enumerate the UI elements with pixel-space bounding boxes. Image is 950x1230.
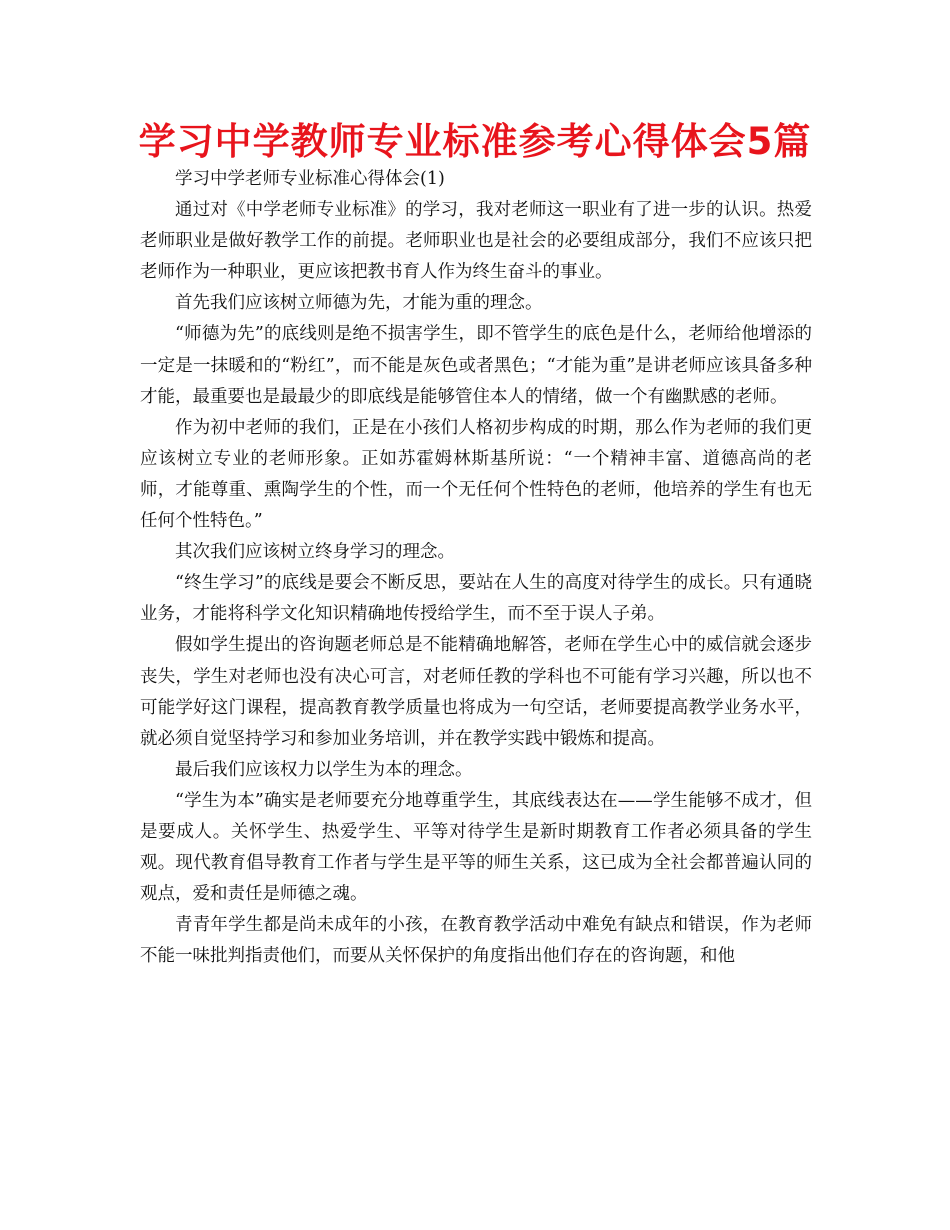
section-heading: 学习中学老师专业标准心得体会(1)	[175, 169, 445, 189]
paragraph: 作为初中老师的我们，正是在小孩们人格初步构成的时期，那么作为老师的我们更应该树立专业的老师形象。正如苏霍姆林斯基所说：“一个精神丰富、道德高尚的老师，才能尊重、熏陶学生的个性，而一个无任何个性特色的老师，他培养的学生有也无任何个性特色。”	[140, 417, 812, 532]
paragraph: 首先我们应该树立师德为先，才能为重的理念。	[175, 293, 543, 314]
paragraph: “学生为本”确实是老师要充分地尊重学生，其底线表达在——学生能够不成才，但是要成人。关怀学生、热爱学生、平等对待学生是新时期教育工作者必须具备的学生观。现代教育倡导教育工作者与学生是平等的师生关系，这已成为全社会都普遍认同的观点，爱和责任是师德之魂。	[140, 790, 812, 905]
paragraph: “终生学习”的底线是要会不断反思，要站在人生的高度对待学生的成长。只有通晓业务，才能将科学文化知识精确地传授给学生，而不至于误人子弟。	[140, 573, 812, 625]
paragraph: “师德为先”的底线则是绝不损害学生，即不管学生的底色是什么，老师给他增添的一定是一抹暖和的“粉红”，而不能是灰色或者黑色；“才能为重”是讲老师应该具备多种才能，最重要也是最最少的即底线是能够管住本人的情绪，做一个有幽默感的老师。	[140, 324, 812, 407]
paragraph: 最后我们应该权力以学生为本的理念。	[175, 759, 473, 780]
document-body	[140, 164, 812, 972]
document-title: 学习中学教师专业标准参考心得体会5篇	[138, 120, 812, 163]
paragraph: 青青年学生都是尚未成年的小孩，在教育教学活动中难免有缺点和错误，作为老师不能一味批判指责他们，而要从关怀保护的角度指出他们存在的咨询题，和他	[140, 915, 812, 967]
paragraph: 其次我们应该树立终身学习的理念。	[175, 542, 455, 563]
paragraph: 通过对《中学老师专业标准》的学习，我对老师这一职业有了进一步的认识。热爱老师职业是做好教学工作的前提。老师职业也是社会的必要组成部分，我们不应该只把老师作为一种职业，更应该把教书育人作为终生奋斗的事业。	[140, 200, 812, 283]
paragraph: 假如学生提出的咨询题老师总是不能精确地解答，老师在学生心中的威信就会逐步丧失，学生对老师也没有决心可言，对老师任教的学科也不可能有学习兴趣，所以也不可能学好这门课程，提高教育教学质量也将成为一句空话，老师要提高教学业务水平，就必须自觉坚持学习和参加业务培训，并在教学实践中锻炼和提高。	[140, 635, 812, 749]
